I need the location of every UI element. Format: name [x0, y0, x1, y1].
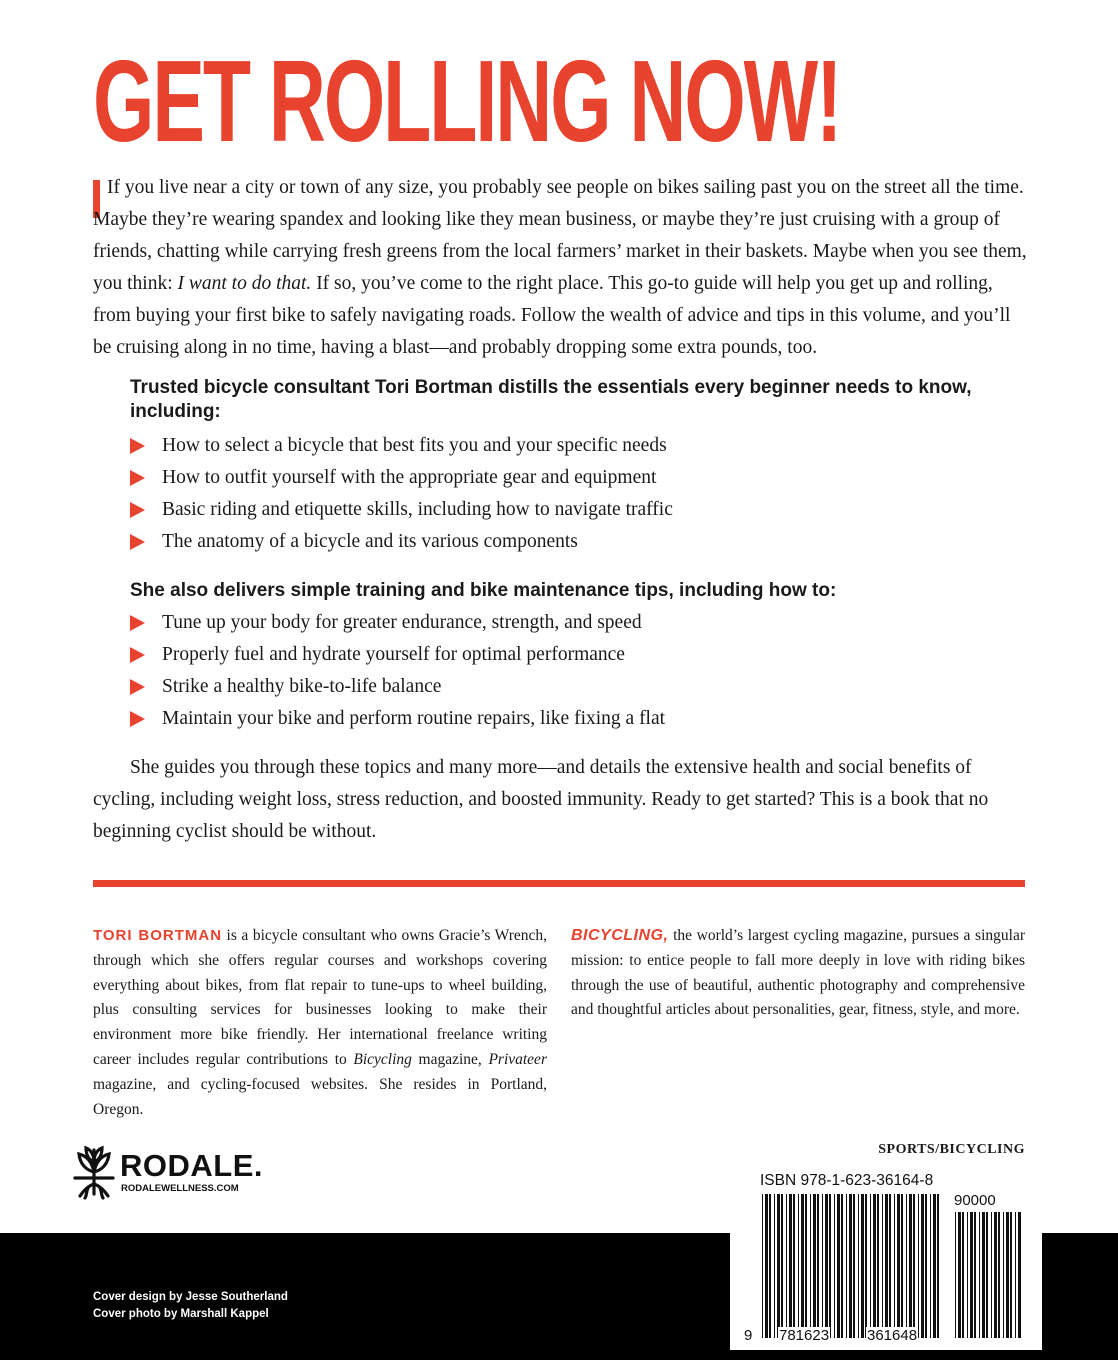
barcode-bar: [813, 1194, 816, 1338]
barcode-bar: [1006, 1212, 1009, 1338]
list-item-text: Basic riding and etiquette skills, including how to navigate traffic: [162, 499, 673, 520]
list-item: [130, 494, 673, 526]
publisher-name: RODALE.: [120, 1148, 263, 1183]
barcode-bar: [913, 1194, 915, 1338]
barcode-bar: [777, 1194, 780, 1338]
barcode-lead-digit: 9: [744, 1327, 753, 1344]
barcode-bar: [781, 1194, 783, 1338]
barcode-bar: [909, 1194, 912, 1338]
barcode-bar: [822, 1194, 823, 1338]
barcode-bar: [762, 1194, 763, 1338]
barcode-bar: [769, 1194, 771, 1338]
section2-heading: She also delivers simple training and bike maintenance tips, including how to:: [130, 580, 837, 601]
barcode-bar: [986, 1212, 988, 1338]
author-bio-italic: Bicycling: [353, 1050, 412, 1068]
barcode-bar: [829, 1194, 831, 1338]
main-barcode: [760, 1194, 944, 1338]
arrow-icon: [130, 647, 145, 663]
barcode-bar: [885, 1194, 888, 1338]
barcode-bar: [1010, 1212, 1012, 1338]
tree-roots-icon: [72, 1142, 116, 1200]
barcode-bar: [846, 1194, 847, 1338]
barcode-bar: [1015, 1212, 1016, 1338]
arrow-icon: [130, 502, 145, 518]
barcode-bar: [930, 1194, 931, 1338]
list-item: [130, 462, 673, 494]
list-item: [130, 607, 665, 639]
section1-list: [130, 430, 673, 558]
barcode-bar: [765, 1194, 768, 1338]
barcode-bar: [955, 1212, 956, 1338]
barcode-bar: [974, 1212, 976, 1338]
barcode-bar: [837, 1194, 840, 1338]
arrow-icon: [130, 534, 145, 550]
arrow-icon: [130, 615, 145, 631]
barcode-bar: [982, 1212, 985, 1338]
credit-photo: Cover photo by Marshall Kappel: [93, 1308, 269, 1320]
headline: GET ROLLING NOW!: [93, 36, 841, 166]
barcode-bar: [897, 1194, 900, 1338]
intro-paragraph: [93, 172, 1028, 364]
barcode-bar: [901, 1194, 903, 1338]
barcode-bar: [786, 1194, 787, 1338]
barcode-bar: [967, 1212, 968, 1338]
barcode-bar: [817, 1194, 819, 1338]
list-item-text: How to select a bicycle that best fits you and your specific needs: [162, 435, 667, 456]
section1-heading: Trusted bicycle consultant Tori Bortman distills the essentials every beginner needs to know, including:: [130, 377, 972, 422]
author-bio-text: magazine,: [411, 1050, 489, 1068]
isbn-label: ISBN 978-1-623-36164-8: [760, 1172, 934, 1189]
intro-text: f you live near a city or town of any size, you probably see people on bikes sailing past you on the street all the time. Maybe they’re wearing spandex and looking like they mean business, or maybe they’re just cruising with a group of friends, chatting while carrying fresh greens from the local farmers’ market in their baskets. Maybe when you see them, you think:: [93, 177, 1027, 294]
list-item-text: Tune up your body for greater endurance, strength, and speed: [162, 612, 642, 633]
barcode-bar: [789, 1194, 792, 1338]
list-item-text: Maintain your bike and perform routine repairs, like fixing a flat: [162, 708, 666, 729]
barcode-bar: [894, 1194, 895, 1338]
barcode-bar: [853, 1194, 855, 1338]
list-item: [130, 671, 665, 703]
divider-rule: [93, 880, 1025, 887]
price-code: 90000: [954, 1192, 996, 1209]
barcode-bar: [825, 1194, 828, 1338]
barcode-bar: [793, 1194, 795, 1338]
barcode-bar: [810, 1194, 811, 1338]
barcode-bar: [1003, 1212, 1004, 1338]
barcode-bar: [921, 1194, 924, 1338]
drop-cap: I: [107, 177, 114, 198]
list-item: [130, 430, 673, 462]
arrow-icon: [130, 679, 145, 695]
barcode-bar: [979, 1212, 980, 1338]
barcode-bar: [937, 1194, 939, 1338]
barcode-bar: [861, 1194, 864, 1338]
list-item: [130, 703, 665, 735]
barcode-bar: [774, 1194, 775, 1338]
barcode-bar: [906, 1194, 907, 1338]
arrow-icon: [130, 470, 145, 486]
list-item: [130, 526, 673, 558]
author-bio-italic: Privateer: [488, 1050, 547, 1068]
list-item: [130, 639, 665, 671]
publisher-url: RODALEWELLNESS.COM: [121, 1183, 239, 1194]
list-item-text: The anatomy of a bicycle and its various components: [162, 531, 578, 552]
magazine-bio-text: the world’s largest cycling magazine, pursues a singular mission: to entice people to fall more deeply in love with riding bikes through the use of beautiful, authentic photography and comprehensive and thoughtful articles about personalities, gear, fitness, style, and more.: [571, 927, 1025, 1019]
author-bio: [93, 924, 547, 1122]
barcode-bar: [865, 1194, 867, 1338]
barcode-bar: [998, 1212, 1000, 1338]
barcode-bar: [991, 1212, 992, 1338]
section2-list: [130, 607, 665, 735]
barcode-bar: [805, 1194, 807, 1338]
credit-design: Cover design by Jesse Southerland: [93, 1291, 288, 1303]
barcode-bar: [873, 1194, 876, 1338]
arrow-icon: [130, 438, 145, 454]
barcode-bar: [877, 1194, 879, 1338]
category-label: SPORTS/BICYCLING: [878, 1142, 1025, 1157]
barcode-bar: [858, 1194, 859, 1338]
barcode-bar: [994, 1212, 997, 1338]
barcode-bar: [849, 1194, 852, 1338]
barcode-bar: [882, 1194, 883, 1338]
author-name: TORI BORTMAN: [93, 927, 223, 944]
barcode-bar: [925, 1194, 927, 1338]
barcode-bar: [1018, 1212, 1021, 1338]
barcode-bar: [962, 1212, 964, 1338]
publisher-logo: [72, 1142, 272, 1200]
barcode-bar: [970, 1212, 973, 1338]
intro-italic: I want to do that.: [177, 273, 312, 294]
list-item-text: Strike a healthy bike-to-life balance: [162, 676, 442, 697]
arrow-icon: [130, 711, 145, 727]
barcode-bar: [889, 1194, 891, 1338]
barcode-bar: [801, 1194, 804, 1338]
barcode-bar: [918, 1194, 919, 1338]
intro-text-after: If so, you’ve come to the right place. This go-to guide will help you get up and rolling, from buying your first bike to safely navigating roads. Follow the wealth of advice and tips in this volume, and you’ll be cruising along in no time, having a blast—and probably dropping some extra pounds, too.: [93, 273, 1011, 358]
closing-paragraph: She guides you through these topics and many more—and details the extensive health and social benefits of cycling, including weight loss, stress reduction, and boosted immunity. Ready to get started? This is a book that no beginning cyclist should be without.: [93, 757, 989, 842]
barcode-bar: [958, 1212, 961, 1338]
list-item-text: How to outfit yourself with the appropriate gear and equipment: [162, 467, 657, 488]
barcode-right-digits: 361648: [867, 1327, 918, 1344]
author-bio-text: magazine, and cycling-focused websites. She resides in Portland, Oregon.: [93, 1075, 547, 1118]
list-item-text: Properly fuel and hydrate yourself for optimal performance: [162, 644, 625, 665]
magazine-bio: [571, 924, 1025, 1023]
barcode-bar: [870, 1194, 871, 1338]
barcode-bar: [933, 1194, 936, 1338]
barcode-bar: [841, 1194, 843, 1338]
addon-barcode: [953, 1212, 1025, 1338]
barcode-bar: [834, 1194, 835, 1338]
magazine-name: BICYCLING,: [571, 927, 669, 944]
barcode-bar: [798, 1194, 799, 1338]
barcode-left-digits: 781623: [779, 1327, 830, 1344]
author-bio-text: is a bicycle consultant who owns Gracie’s Wrench, through which she offers regular courses and workshops covering everything about bikes, from flat repair to tune-ups to wheel building, plus consulting services for businesses looking to make their environment more bike friendly. Her international freelance writing career includes regular contributions to: [93, 927, 547, 1068]
